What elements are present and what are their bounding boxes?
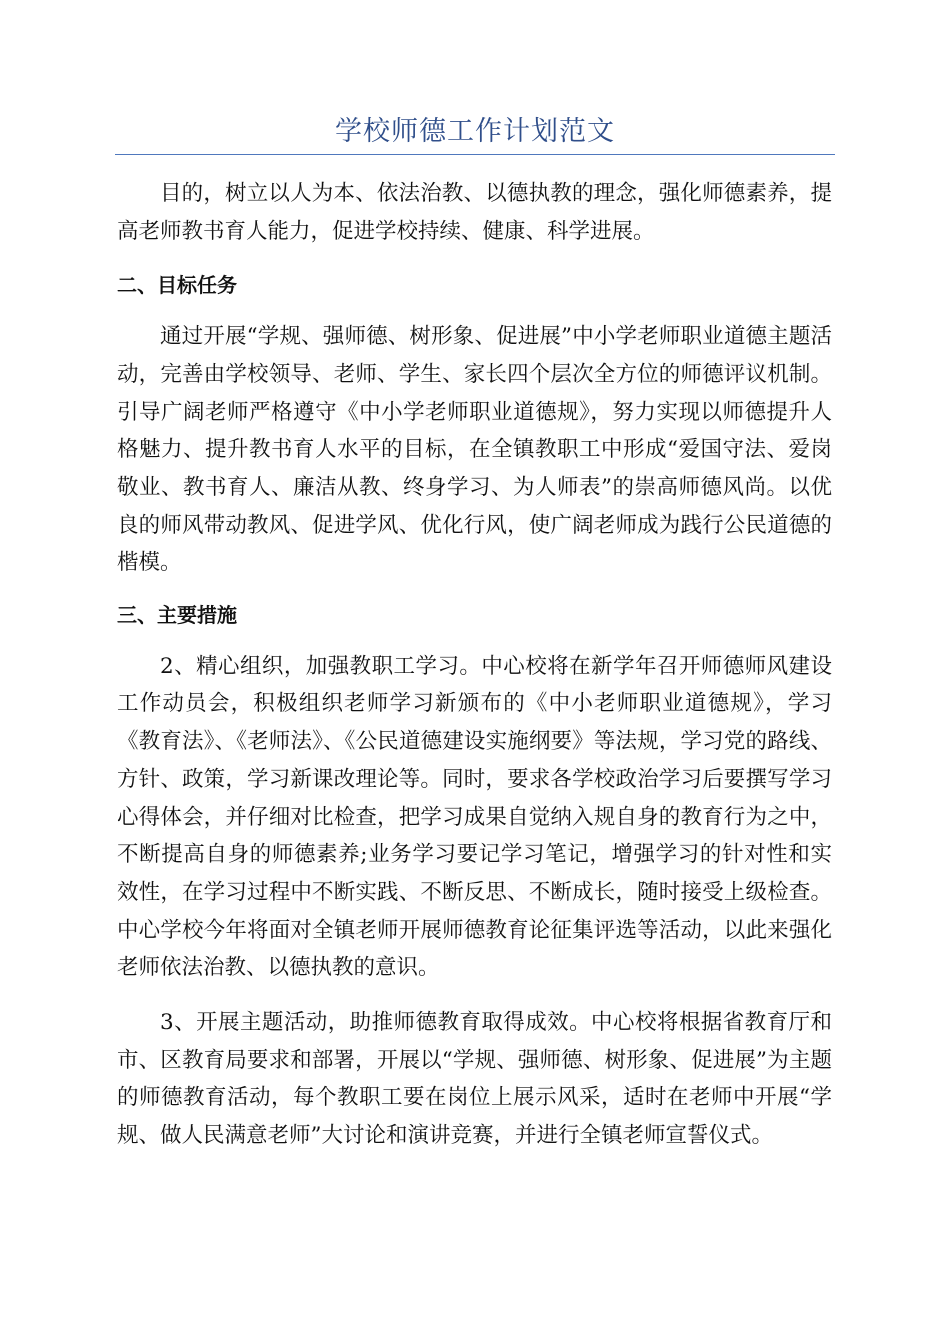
- title-underline: [115, 154, 835, 155]
- goals-paragraph: 通过开展“学规、强师德、树形象、促进展”中小学老师职业道德主题活动，完善由学校领导、老师、学生、家长四个层次全方位的师德评议机制。引导广阔老师严格遵守《中小学老师职业道德规》，努力实现以师德提升人格魅力、提升教书育人水平的目标，在全镇教职工中形成“爱国守法、爱岗敬业、教书育人、廉洁从教、终身学习、为人师表”的崇高师德风尚。以优良的师风带动教风、促进学风、优化行风，使广阔老师成为践行公民道德的楷模。: [117, 324, 832, 576]
- section-heading-measures: 三、主要措施: [117, 603, 237, 628]
- intro-paragraph: 目的，树立以人为本、依法治教、以德执教的理念，强化师德素养，提高老师教书育人能力，促进学校持续、健康、科学进展。: [117, 181, 832, 244]
- measure-2-paragraph: 2、精心组织，加强教职工学习。中心校将在新学年召开师德师风建设工作动员会，积极组织老师学习新颁布的《中小老师职业道德规》，学习《教育法》、《老师法》、《公民道德建设实施纲要》等法规，学习党的路线、方针、政策，学习新课改理论等。同时，要求各学校政治学习后要撰写学习心得体会，并仔细对比检查，把学习成果自觉纳入规自身的教育行为之中，不断提高自身的师德素养;业务学习要记学习笔记，增强学习的针对性和实效性，在学习过程中不断实践、不断反思、不断成长，随时接受上级检查。中心学校今年将面对全镇老师开展师德教育论征集评选等活动，以此来强化老师依法治教、以德执教的意识。: [117, 653, 832, 981]
- measure-3-paragraph: 3、开展主题活动，助推师德教育取得成效。中心校将根据省教育厅和市、区教育局要求和部署，开展以“学规、强师德、树形象、促进展”为主题的师德教育活动，每个教职工要在岗位上展示风采，适时在老师中开展“学规、做人民满意老师”大讨论和演讲竞赛，并进行全镇老师宣誓仪式。: [117, 1010, 832, 1149]
- document-title: 学校师德工作计划范文: [335, 116, 615, 147]
- document-body: [117, 175, 832, 1155]
- section-heading-goals: 二、目标任务: [117, 273, 237, 298]
